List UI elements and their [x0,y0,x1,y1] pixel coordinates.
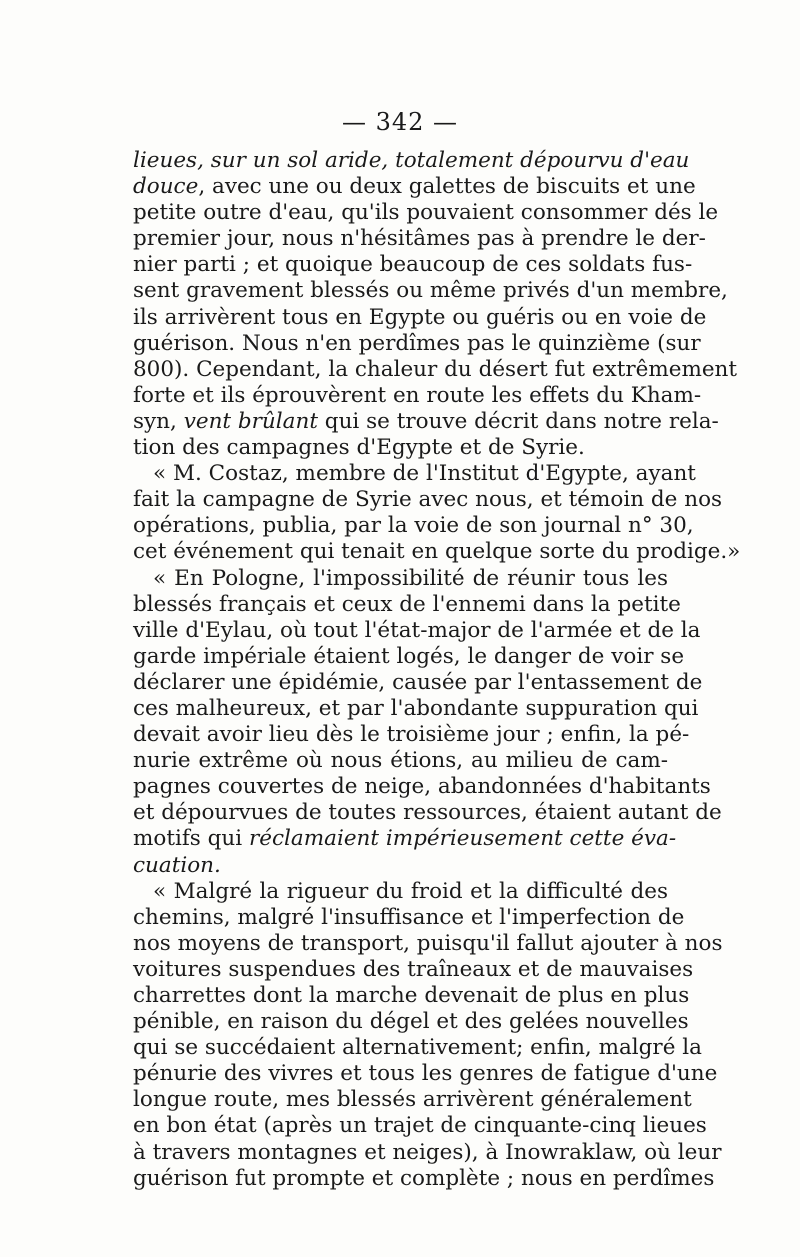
text-line [133,983,690,1009]
text-line [133,174,696,200]
text-line [133,566,668,592]
text-line [133,435,668,461]
text-segment: tion des campagnes d'Egypte et de Syrie. [133,435,585,461]
text-segment: charrettes dont la marche devenait de plus en plus [133,983,690,1008]
text-segment: 800). Cependant, la chaleur du désert fut extrêmement [133,356,738,382]
text-line [133,853,668,879]
text-segment: devait avoir lieu dès le troisième jour ; enfin, la pé- [133,722,690,748]
text-segment: ils arrivèrent tous en Egypte ou guéris ou en voie de [133,304,707,330]
text-line [133,591,681,618]
text-segment: ces malheureux, et par l'abondante suppuration qui [133,695,699,721]
text-segment: garde impériale étaient logés, le danger de voir se [133,643,685,669]
text-segment: petite outre d'eau, qu'ils pouvaient consommer dés le [133,200,719,226]
text-segment: « M. Costaz, membre de l'Institut d'Egypte, ayant [153,461,696,487]
body-text [133,148,741,1192]
text-line [133,461,696,487]
text-segment: pénible, en raison du dégel et des gelées nouvelles [133,1009,689,1035]
text-segment: nurie extrême où nous étions, au milieu de cam- [133,748,668,774]
text-segment: nier parti ; et quoique beaucoup de ces soldats fus- [133,252,693,278]
text-segment: motifs qui [133,826,249,852]
text-line [133,487,723,513]
text-line [133,330,701,357]
text-line [133,1009,689,1035]
text-line [133,695,699,722]
text-line [133,643,685,670]
italic-text: lieues, sur un sol aride, totalement dépourvu d'eau [133,148,690,173]
text-line [133,252,693,278]
text-segment: forte et ils éprouvèrent en route les effets du Kham- [133,382,702,408]
text-line [133,617,701,644]
text-line [133,1165,715,1192]
text-segment: guérison fut prompte et complète ; nous en perdîmes [133,1165,715,1191]
text-line [133,356,738,383]
italic-text: cuation. [133,852,221,878]
text-line [133,278,728,304]
text-line [133,513,694,539]
text-segment: qui se trouve décrit dans notre rela- [317,408,719,434]
text-segment: , avec une ou deux galettes de biscuits et une [198,174,696,200]
text-line [133,408,719,435]
text-segment: pénurie des vivres et tous les genres de fatigue d'une [133,1061,718,1087]
text-line [133,904,685,931]
text-line [133,930,723,957]
text-segment: qui se succédaient alternativement; enfin, malgré la [133,1035,702,1061]
text-line [133,826,677,852]
text-segment: nos moyens de transport, puisqu'il fallut ajouter à nos [133,930,723,956]
text-line [133,879,668,905]
text-segment: premier jour, nous n'hésitâmes pas à prendre le der- [133,226,706,252]
text-line [133,1035,702,1061]
text-segment: pagnes couvertes de neige, abandonnées d'habitants [133,774,711,800]
italic-text: réclamaient impérieusement cette éva- [249,826,677,852]
text-line [133,1061,718,1087]
text-segment: guérison. Nous n'en perdîmes pas le quinzième (sur [133,330,701,356]
text-line [133,669,703,696]
text-segment: ville d'Eylau, où tout l'état-major de l'armée et de la [133,617,701,643]
text-line [133,148,690,174]
text-line [133,1087,692,1113]
text-segment: déclarer une épidémie, causée par l'entassement de [133,669,703,695]
text-segment: à travers montagnes et neiges), à Inowraklaw, où leur [133,1139,722,1165]
text-segment: sent gravement blessés ou même privés d'un membre, [133,278,728,304]
text-segment: et dépourvues de toutes ressources, étaient autant de [133,800,722,826]
text-line [133,956,694,983]
text-segment: blessés français et ceux de l'ennemi dans la petite [133,591,681,617]
text-line [133,1113,707,1139]
text-segment: opérations, publia, par la voie de son journal n° 30, [133,513,694,539]
text-line [133,226,706,252]
text-segment: longue route, mes blessés arrivèrent généralement [133,1087,692,1113]
text-segment: « En Pologne, l'impossibilité de réunir tous les [153,565,668,591]
text-segment: syn, [133,408,184,434]
text-segment: voitures suspendues des traîneaux et de mauvaises [133,956,694,982]
page-number: — 342 — [341,108,459,136]
text-line [133,800,722,826]
text-line [133,774,711,800]
text-line [133,539,741,565]
text-segment: en bon état (après un trajet de cinquante-cinq lieues [133,1113,707,1139]
text-line [133,722,690,748]
text-line [133,304,707,331]
text-line [133,1139,722,1166]
text-line [133,200,719,226]
text-segment: fait la campagne de Syrie avec nous, et témoin de nos [133,487,723,513]
text-segment: chemins, malgré l'insuffisance et l'imperfection de [133,904,685,930]
text-line [133,382,702,409]
italic-text: douce [133,174,199,200]
text-line [133,748,668,774]
text-segment: cet événement qui tenait en quelque sorte du prodige.» [133,539,741,565]
italic-text: vent brûlant [183,408,318,434]
text-segment: « Malgré la rigueur du froid et la difficulté des [153,878,668,904]
